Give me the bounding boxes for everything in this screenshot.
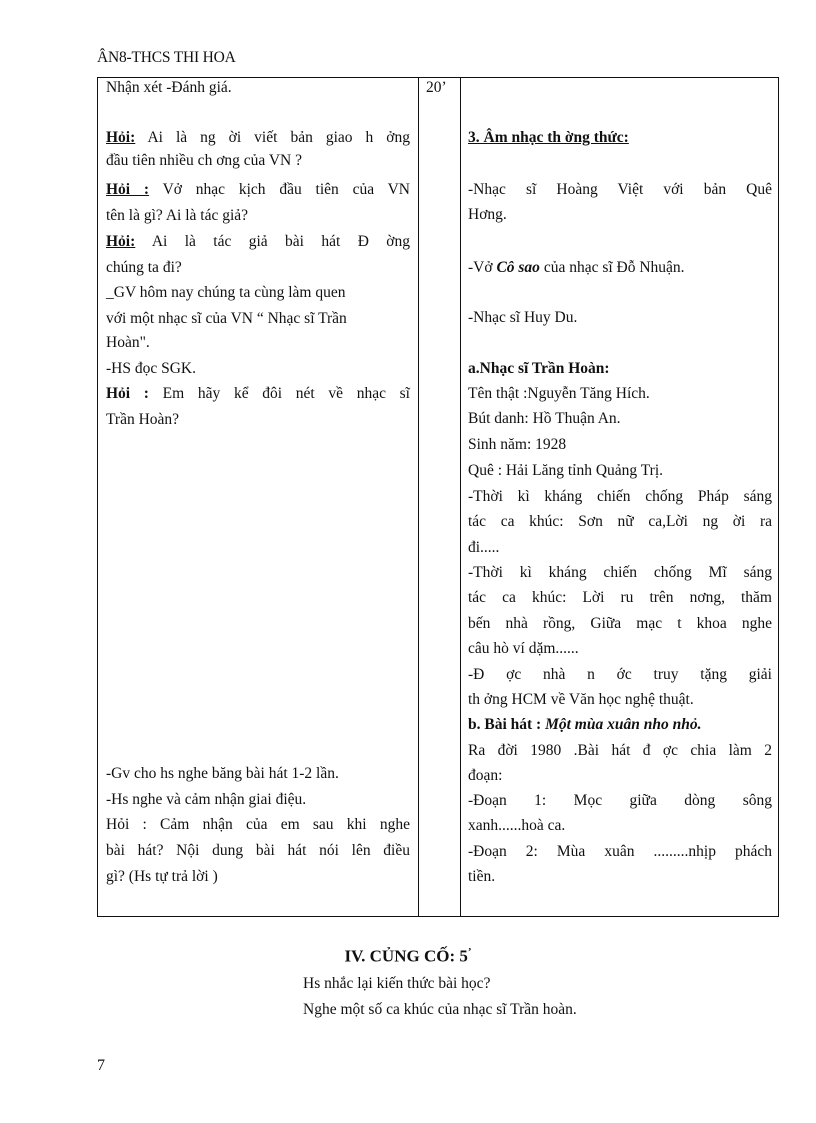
answer-1-line-1: -Nhạc sĩ Hoàng Việt với bản Quê <box>468 181 772 198</box>
summary-heading: IV. CỦNG CỐ: 5’ <box>344 946 472 966</box>
song-title: Một mùa xuân nho nhỏ. <box>545 716 702 733</box>
french-war-line-2: tác ca khúc: Sơn nữ ca,Lời ng ời ra <box>468 513 772 530</box>
question-5-line-1: Hỏi : Cảm nhận của em sau khi nghe <box>106 816 410 833</box>
french-war-line-3: đi..... <box>468 539 500 556</box>
song-release-line-2: đoạn: <box>468 767 503 784</box>
answer-1-line-2: Hơng. <box>468 206 507 223</box>
question-3-line-2: chúng ta đi? <box>106 259 182 276</box>
question-4-line-1: Hỏi : Em hãy kể đôi nét về nhạc sĩ <box>106 385 410 402</box>
listen-instruction-2: -Hs nghe và cảm nhận giai điệu. <box>106 791 307 808</box>
song-part-1-line-2: xanh......hoà ca. <box>468 817 566 834</box>
sub-heading-a: a.Nhạc sĩ Trần Hoàn: <box>468 360 610 377</box>
song-release-line-1: Ra đời 1980 .Bài hát đ ợc chia làm 2 <box>468 742 772 759</box>
listen-instruction-1: -Gv cho hs nghe băng bài hát 1-2 lần. <box>106 765 339 782</box>
intro-line: Nhận xét -Đánh giá. <box>106 79 232 96</box>
activities-column <box>98 78 419 916</box>
american-war-line-3: bến nhà rồng, Giữa mạc t khoa nghe <box>468 615 772 632</box>
question-4-line-2: Trần Hoàn? <box>106 411 180 428</box>
question-5-line-2: bài hát? Nội dung bài hát nói lên điều <box>106 842 410 859</box>
time-column <box>419 78 461 916</box>
section-3-heading: 3. Âm nhạc th ờng thức: <box>468 129 629 146</box>
award-line-2: th ởng HCM về Văn học nghệ thuật. <box>468 691 694 708</box>
student-read-line: -HS đọc SGK. <box>106 360 196 377</box>
song-part-2-line-1: -Đoạn 2: Mùa xuân .........nhịp phách <box>468 843 772 860</box>
document-header: ÂN8-THCS THI HOA <box>97 49 236 66</box>
question-label: Hỏi: <box>106 129 136 146</box>
time-value: 20’ <box>426 79 447 96</box>
question-label: Hỏi: <box>106 233 136 250</box>
real-name-line: Tên thật :Nguyễn Tăng Hích. <box>468 385 650 402</box>
summary-line-1: Hs nhắc lại kiến thức bài học? <box>303 975 491 992</box>
hometown-line: Quê : Hải Lăng tỉnh Quảng Trị. <box>468 462 664 479</box>
french-war-line-1: -Thời kì kháng chiến chống Pháp sáng <box>468 488 772 505</box>
content-column <box>461 78 778 916</box>
song-part-2-line-2: tiền. <box>468 868 496 885</box>
american-war-line-4: câu hò ví dặm...... <box>468 640 579 657</box>
question-label: Hỏi : <box>106 385 149 402</box>
birth-year-line: Sinh năm: 1928 <box>468 436 567 453</box>
song-part-1-line-1: -Đoạn 1: Mọc giữa dòng sông <box>468 792 772 809</box>
page-number: 7 <box>97 1057 105 1074</box>
pen-name-line: Bút danh: Hồ Thuận An. <box>468 410 621 427</box>
answer-2-line: -Vở Cô sao của nhạc sĩ Đỗ Nhuận. <box>468 259 685 276</box>
question-3-line-1: Hỏi: Ai là tác giả bài hát Đ ờng <box>106 233 410 250</box>
work-title: Cô sao <box>496 259 540 276</box>
question-2-line-1: Hỏi : Vở nhạc kịch đầu tiên của VN <box>106 181 410 198</box>
question-5-line-3: gì? (Hs tự trả lời ) <box>106 868 218 885</box>
question-label: Hỏi : <box>106 181 150 198</box>
answer-3-line: -Nhạc sĩ Huy Du. <box>468 309 578 326</box>
award-line-1: -Đ ợc nhà n ớc truy tặng giải <box>468 666 772 683</box>
teacher-intro-line-1: _GV hôm nay chúng ta cùng làm quen <box>106 284 346 301</box>
question-1-line-2: đầu tiên nhiều ch ơng của VN ? <box>106 152 303 169</box>
summary-line-2: Nghe một số ca khúc của nhạc sĩ Trần hoàn. <box>303 1001 577 1018</box>
american-war-line-2: tác ca khúc: Lời ru trên nơng, thăm <box>468 589 772 606</box>
teacher-intro-line-2: với một nhạc sĩ của VN “ Nhạc sĩ Trần <box>106 310 347 327</box>
teacher-intro-line-3: Hoàn". <box>106 334 150 351</box>
question-1-line-1: Hỏi: Ai là ng ời viết bản giao h ởng <box>106 129 410 146</box>
lesson-table <box>97 77 779 917</box>
question-2-line-2: tên là gì? Ai là tác giả? <box>106 207 249 224</box>
sub-heading-b: b. Bài hát : Một mùa xuân nho nhỏ. <box>468 716 702 733</box>
american-war-line-1: -Thời kì kháng chiến chống Mĩ sáng <box>468 564 772 581</box>
